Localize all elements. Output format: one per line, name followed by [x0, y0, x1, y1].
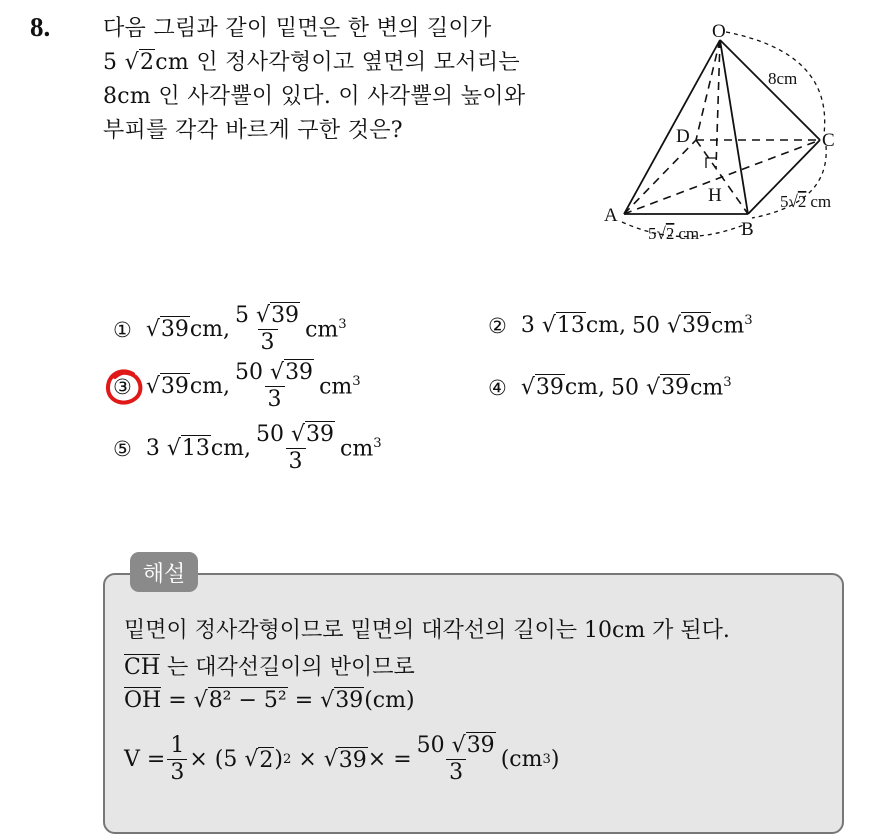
solution-line-2: CH 는 대각선길이의 반이므로 [124, 655, 415, 680]
label-a: A [604, 205, 618, 226]
answer-circle-mark [103, 367, 145, 409]
side-label-ab: 5√2 cm [648, 224, 700, 243]
label-h: H [708, 185, 722, 206]
height-oh [716, 40, 720, 168]
solution-line-4: V = $\frac{1}{3}$ × (5 √ 2 ) 2 × √ 39 × = $\frac{50 √39}{3}$ (cm 3 ) [124, 733, 560, 785]
pyramid-figure [598, 18, 860, 248]
solution-line-3: OH = √8² − 5² = √39(cm) [124, 688, 415, 713]
edge-ob [720, 40, 748, 214]
choice-2[interactable] [488, 313, 753, 338]
choice-1-number: ① [113, 317, 132, 342]
choice-2-volume: 50 $√39cm^3$ [632, 313, 753, 339]
solution-tag: 해설 [130, 552, 198, 592]
choice-1[interactable] [113, 303, 347, 356]
solution-radicand-2: 39 [335, 688, 364, 713]
edge-ad [624, 140, 696, 214]
edge-length-label: 8cm [768, 69, 798, 88]
question-stem [103, 12, 593, 148]
choice-2-number: ② [488, 313, 507, 338]
edge-oa [624, 40, 720, 214]
question-number: 8. [30, 12, 51, 42]
solution-result-fraction: $\frac{50 √39}{3}$ [416, 733, 495, 785]
choice-1-height: √39cm, [145, 317, 231, 342]
stem-side-coef: 5 [103, 50, 118, 75]
choice-3-height: √39cm, [145, 374, 231, 399]
choice-3[interactable] [113, 360, 361, 413]
label-b: B [741, 219, 754, 240]
label-c: C [822, 130, 835, 151]
choice-5-volume-fraction: $\frac{50 √39}{3}$ [256, 422, 335, 474]
solution-one-third: $\frac{1}{3}$ [167, 733, 187, 786]
label-d: D [676, 126, 690, 147]
label-o: O [712, 21, 726, 42]
choice-4-number: ④ [488, 375, 507, 400]
stem-line-2: 5 √2cm 인 정사각형이고 옆면의 모서리는 [103, 50, 520, 75]
choice-4-volume: 50 $√39cm^3$ [611, 375, 732, 401]
choice-2-height: 3 √13cm, [520, 313, 627, 339]
edge-oc [720, 40, 820, 140]
stem-line-1: 다음 그림과 같이 밑면은 한 변의 길이가 [103, 16, 492, 41]
choice-3-unit: $cm^3$ [319, 373, 361, 400]
solution-line-1: 밑면이 정사각형이므로 밑면의 대각선의 길이는 10cm 가 된다. [124, 618, 730, 643]
choice-5-height: 3 √13cm, [145, 436, 252, 461]
choice-4[interactable] [488, 375, 732, 400]
stem-line-3: 8cm 인 사각뿔이 있다. 이 사각뿔의 높이와 [103, 84, 526, 109]
solution-radicand-1: 8² − 5² [208, 688, 287, 713]
stem-line-2-text: cm 인 정사각형이고 옆면의 모서리는 [155, 50, 520, 75]
choice-3-number: ③ [113, 374, 132, 399]
segment-ch: CH [124, 655, 161, 680]
choice-5-number: ⑤ [113, 436, 132, 461]
choice-5-unit: $cm^3$ [340, 435, 382, 462]
choice-1-volume-fraction: $\frac{5 √39}{3}$ [235, 303, 300, 355]
side-label-bc: 5√2 cm [780, 192, 832, 211]
choice-4-height: √39cm, [520, 375, 606, 401]
diagonal-db [696, 140, 748, 214]
stem-side-radicand: 2 [139, 50, 155, 75]
choice-1-unit: $cm^3$ [305, 316, 347, 343]
choice-5[interactable] [113, 422, 382, 475]
choice-3-volume-fraction: $\frac{50 √39}{3}$ [235, 360, 314, 412]
stem-line-4: 부피를 각각 바르게 구한 것은? [103, 118, 403, 143]
segment-oh: OH [124, 688, 162, 713]
edge-od [696, 40, 720, 140]
